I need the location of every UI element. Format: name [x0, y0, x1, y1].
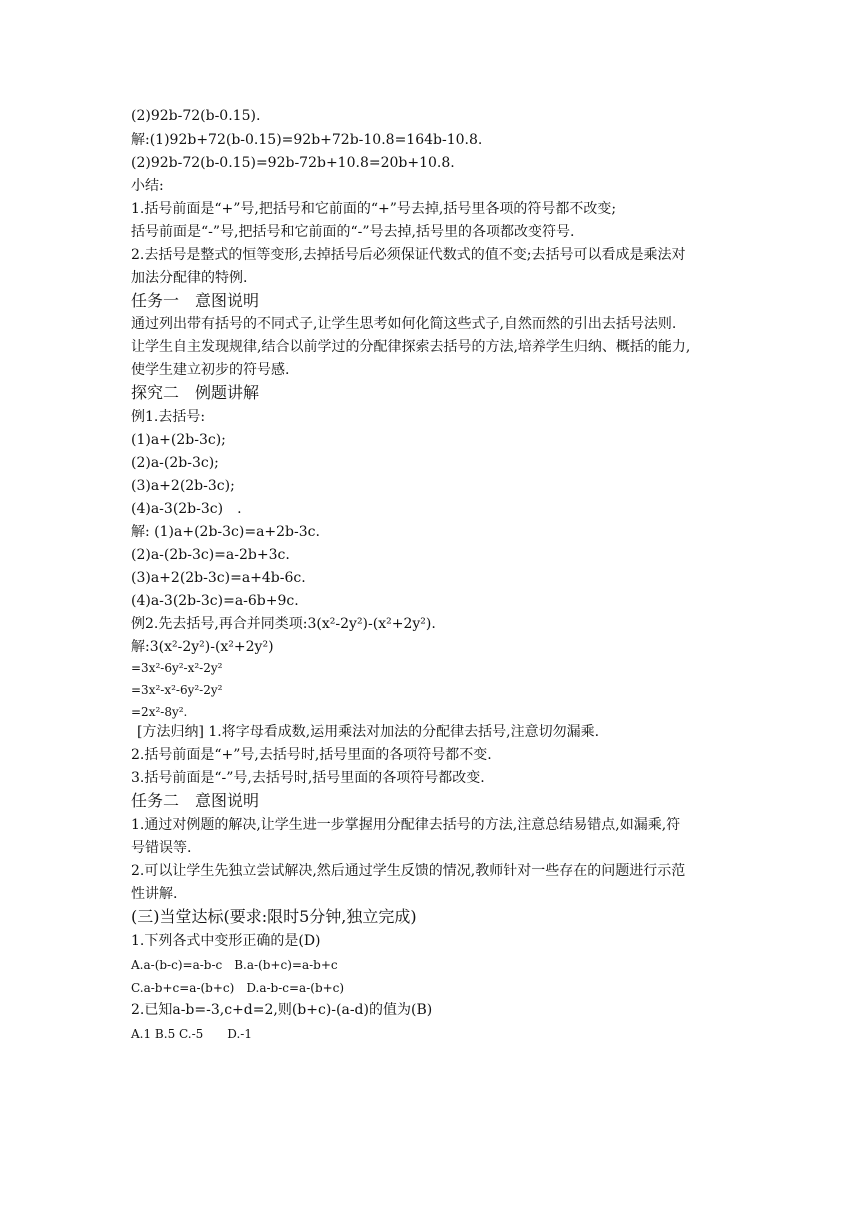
text-line: C.a-b+c=a-(b+c) D.a-b-c=a-(b+c) — [131, 981, 345, 995]
math-line: =3x²-x²-6y²-2y² — [131, 683, 223, 697]
text-line: (4)a-3(2b-3c) . — [131, 501, 242, 517]
math-line: =3x²-6y²-x²-2y² — [131, 661, 223, 675]
text-line: 通过列出带有括号的不同式子,让学生思考如何化简这些式子,自然而然的引出去括号法则. — [131, 316, 677, 332]
text-line: A.a-(b-c)=a-b-c B.a-(b+c)=a-b+c — [131, 958, 338, 972]
text-line: 3.括号前面是“-”号,去括号时,括号里面的各项符号都改变. — [131, 770, 485, 786]
section-heading: 任务二 意图说明 — [131, 791, 260, 810]
text-line: (3)a+2(2b-3c); — [131, 478, 235, 494]
section-heading: (三)当堂达标(要求:限时5分钟,独立完成) — [131, 907, 417, 926]
text-line: (3)a+2(2b-3c)=a+4b-6c. — [131, 570, 306, 586]
text-line: (2)92b-72(b-0.15)=92b-72b+10.8=20b+10.8. — [131, 155, 455, 171]
text-line: 解: (1)a+(2b-3c)=a+2b-3c. — [131, 524, 320, 540]
text-line: 解:3(x²-2y²)-(x²+2y²) — [131, 639, 274, 655]
text-line: 2.去括号是整式的恒等变形,去掉括号后必须保证代数式的值不变;去括号可以看成是乘法对 — [131, 247, 686, 263]
text-line: A.1 B.5 C.-5 D.-1 — [131, 1027, 252, 1041]
text-line: 加法分配律的特例. — [131, 270, 248, 286]
text-line: 例1.去括号: — [131, 409, 206, 425]
text-line: [方法归纳] 1.将字母看成数,运用乘法对加法的分配律去括号,注意切勿漏乘. — [137, 724, 600, 740]
text-line: 括号前面是“-”号,把括号和它前面的“-”号去掉,括号里的各项都改变符号. — [131, 224, 575, 240]
text-line: 号错误等. — [131, 840, 192, 856]
text-line: (2)a-(2b-3c); — [131, 455, 219, 471]
math-line: =2x²-8y². — [131, 705, 188, 719]
text-line: 1.括号前面是“+”号,把括号和它前面的“+”号去掉,括号里各项的符号都不改变; — [131, 201, 617, 217]
text-line: 性讲解. — [131, 886, 178, 902]
section-heading: 探究二 例题讲解 — [131, 383, 260, 402]
text-line: (4)a-3(2b-3c)=a-6b+9c. — [131, 593, 299, 609]
text-line: (2)92b-72(b-0.15). — [131, 108, 261, 124]
text-line: 1.通过对例题的解决,让学生进一步掌握用分配律去括号的方法,注意总结易错点,如漏乘,符 — [131, 817, 681, 833]
text-line: 2.括号前面是“+”号,去括号时,括号里面的各项符号都不变. — [131, 747, 492, 763]
text-line: 例2.先去括号,再合并同类项:3(x²-2y²)-(x²+2y²). — [131, 616, 436, 632]
text-line: 使学生建立初步的符号感. — [131, 362, 290, 378]
text-line: 小结: — [131, 178, 164, 194]
text-line: 1.下列各式中变形正确的是(D) — [131, 933, 321, 949]
text-line: 让学生自主发现规律,结合以前学过的分配律探索去括号的方法,培养学生归纳、概括的能力, — [131, 339, 691, 355]
text-line: 2.已知a-b=-3,c+d=2,则(b+c)-(a-d)的值为(B) — [131, 1002, 433, 1018]
text-line: 2.可以让学生先独立尝试解决,然后通过学生反馈的情况,教师针对一些存在的问题进行示范 — [131, 863, 686, 879]
text-line: (2)a-(2b-3c)=a-2b+3c. — [131, 547, 290, 563]
text-line: 解:(1)92b+72(b-0.15)=92b+72b-10.8=164b-10.8. — [131, 132, 483, 148]
text-line: (1)a+(2b-3c); — [131, 432, 226, 448]
section-heading: 任务一 意图说明 — [131, 291, 260, 310]
